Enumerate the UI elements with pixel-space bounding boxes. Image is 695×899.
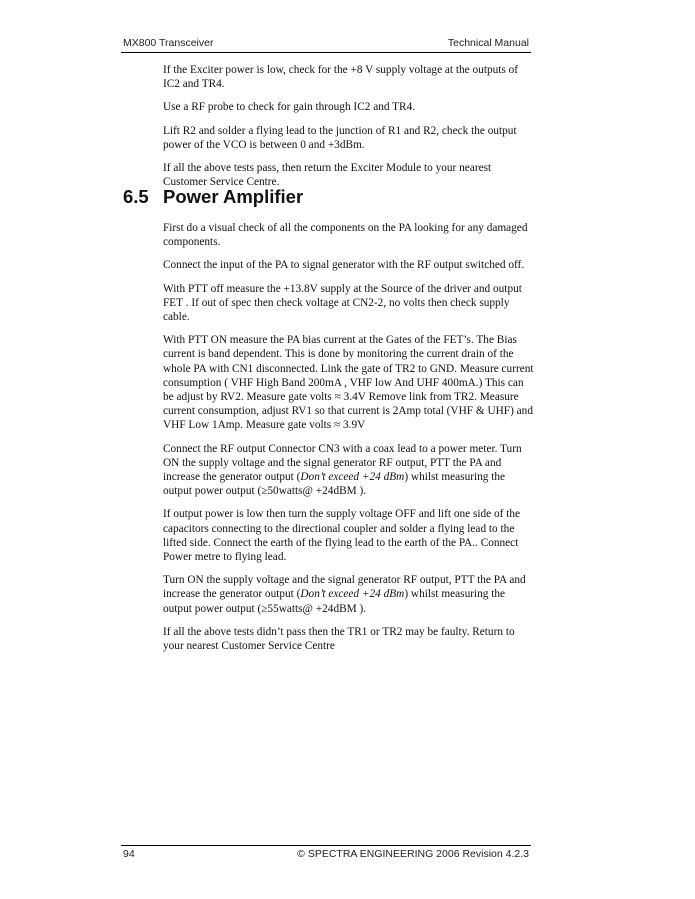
paragraph-return: If all the above tests didn’t pass then the TR1 or TR2 may be faulty. Return to your nearest Customer Service Centre [163, 625, 515, 653]
intro-paragraph: Lift R2 and solder a flying lead to the junction of R1 and R2, check the output power of the VCO is between 0 and +3dBm. [163, 124, 517, 151]
page-footer [121, 845, 531, 862]
section-body [163, 221, 535, 662]
footer-copyright: © SPECTRA ENGINEERING 2006 Revision 4.2.3 [297, 848, 529, 860]
intro-paragraph: Use a RF probe to check for gain through IC2 and TR4. [163, 101, 416, 114]
section-number: 6.5 [123, 186, 149, 207]
section-heading [123, 186, 303, 208]
intro-block [163, 63, 535, 198]
page-number: 94 [123, 848, 135, 860]
paragraph-low-power: If output power is low then turn the supply voltage OFF and lift one side of the capacitors connecting to the directional coupler and solder a flying lead to the lifted side. Connect the earth of the flying lead to the earth of the PA.. Connect Power metre to flying lead. [163, 508, 521, 564]
header-doc-type: Technical Manual [447, 37, 529, 49]
header-product: MX800 Transceiver [123, 37, 214, 49]
intro-paragraph: If the Exciter power is low, check for the +8 V supply voltage at the outputs of IC2 and TR4. [163, 64, 519, 91]
paragraph-visual-check: First do a visual check of all the components on the PA looking for any damaged components. [163, 222, 528, 249]
paragraph-connect-input: Connect the input of the PA to signal generator with the RF output switched off. [163, 259, 525, 272]
emphasis-warning: Don’t exceed +24 dBm [300, 471, 405, 484]
paragraph-retest: Turn ON the supply voltage and the signal generator RF output, PTT the PA and increase the generator output (Don’t exceed +24 dBm) whilst measuring the output power output (≥55watts@ +24dBM ). [163, 574, 526, 615]
paragraph-ptt-on-bias: With PTT ON measure the PA bias current at the Gates of the FET’s. The Bias current is band dependent. This is done by monitoring the current drain of the whole PA with CN1 disconnected. Link the gate of TR2 to GND. Measure current consumption ( VHF High Band 200mA , VHF low And UHF 400mA.) This can be adjust by RV2. Measure gate volts ≈ 3.4V Remove link from TR2. Measure current consumption, adjust RV1 so that current is 2Amp total (VHF & UHF) and VHF Low 1Amp. Measure gate volts ≈ 3.9V [163, 334, 534, 432]
section-title: Power Amplifier [163, 186, 304, 207]
page-header [121, 37, 531, 53]
paragraph-ptt-off: With PTT off measure the +13.8V supply at the Source of the driver and output FET . If out of spec then check voltage at CN2-2, no volts then check supply cable. [163, 282, 522, 324]
intro-paragraph: If all the above tests pass, then return the Exciter Module to your nearest Customer Service Centre. [163, 162, 492, 189]
paragraph-connect-output: Connect the RF output Connector CN3 with a coax lead to a power meter. Turn ON the supply voltage and the signal generator RF output, PTT the PA and increase the generator output (Don’t exceed +24 dBm) whilst measuring the output power output (≥50watts@ +24dBM ). [163, 442, 522, 498]
emphasis-warning: Don’t exceed +24 dBm [300, 588, 405, 601]
